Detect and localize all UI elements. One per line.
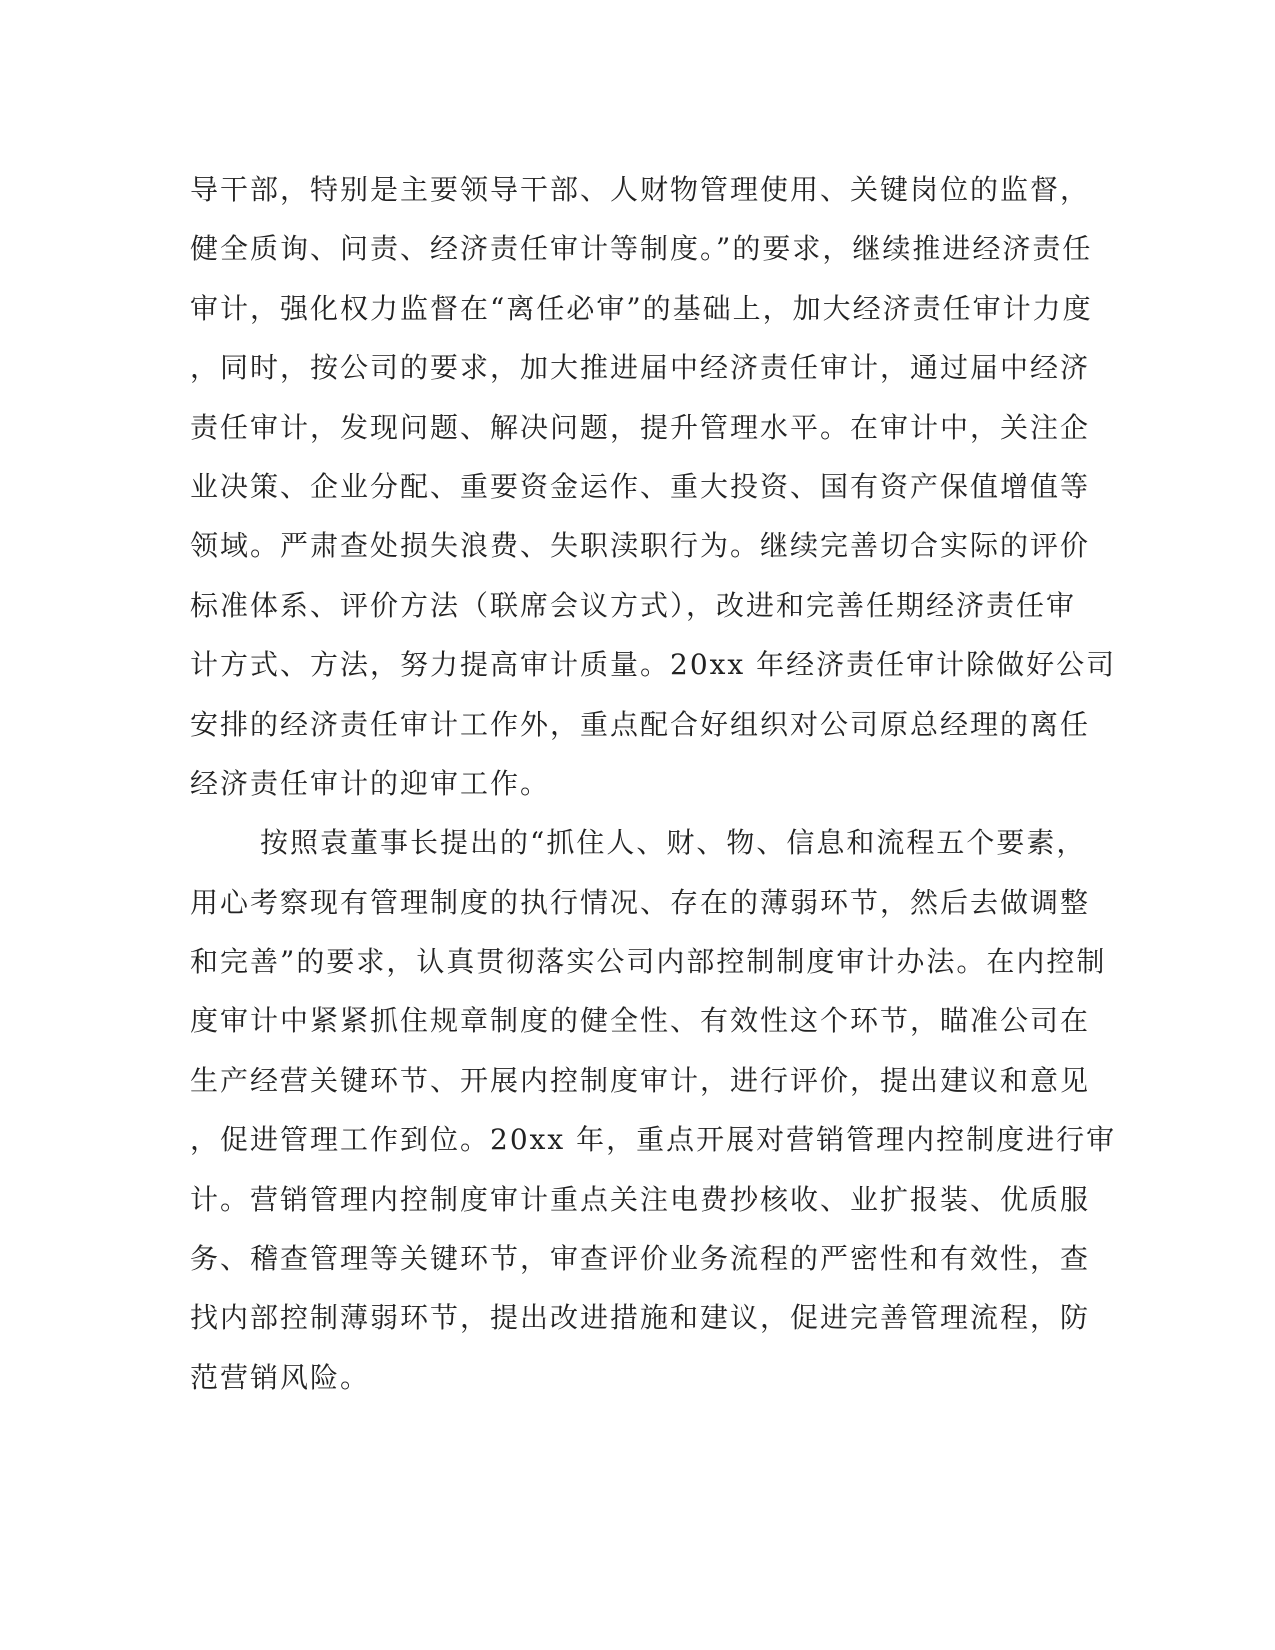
paragraph-2-line: 计。营销管理内控制度审计重点关注电费抄核收、业扩报装、优质服 <box>190 1182 1091 1216</box>
paragraph-1-line: 经济责任审计的迎审工作。 <box>190 766 551 800</box>
paragraph-1-line: 导干部，特别是主要领导干部、人财物管理使用、关键岗位的监督， <box>190 173 1091 206</box>
paragraph-2-line: 生产经营关键环节、开展内控制度审计，进行评价，提出建议和意见 <box>190 1063 1091 1097</box>
paragraph-1-line: 业决策、企业分配、重要资金运作、重大投资、国有资产保值增值等 <box>190 469 1091 503</box>
paragraph-1-line: 健全质询、问责、经济责任审计等制度。”的要求，继续推进经济责任 <box>190 232 1093 266</box>
paragraph-2-line: 务、稽查管理等关键环节，审查评价业务流程的严密性和有效性，查 <box>190 1242 1091 1276</box>
paragraph-2-line: 范营销风险。 <box>190 1360 371 1394</box>
paragraph-2-line: 按照袁董事长提出的“抓住人、财、物、信息和流程五个要素， <box>260 826 1087 860</box>
paragraph-1-line: 安排的经济责任审计工作外，重点配合好组织对公司原总经理的离任 <box>190 707 1091 741</box>
paragraph-2 <box>190 813 1117 1407</box>
paragraph-1 <box>190 160 1117 813</box>
paragraph-1-line: 计方式、方法，努力提高审计质量。20xx 年经济责任审计除做好公司 <box>190 648 1117 682</box>
paragraph-1-line: 责任审计，发现问题、解决问题，提升管理水平。在审计中，关注企 <box>190 410 1091 444</box>
paragraph-1-line: ，同时，按公司的要求，加大推进届中经济责任审计，通过届中经济 <box>190 351 1091 385</box>
paragraph-2-line: ，促进管理工作到位。20xx 年，重点开展对营销管理内控制度进行审 <box>190 1123 1117 1157</box>
paragraph-2-line: 找内部控制薄弱环节，提出改进措施和建议，促进完善管理流程，防 <box>190 1301 1091 1335</box>
paragraph-2-line: 度审计中紧紧抓住规章制度的健全性、有效性这个环节，瞄准公司在 <box>190 1004 1091 1038</box>
paragraph-1-line: 审计，强化权力监督在“离任必审”的基础上，加大经济责任审计力度 <box>190 291 1093 325</box>
paragraph-2-line: 用心考察现有管理制度的执行情况、存在的薄弱环节，然后去做调整 <box>190 885 1091 919</box>
document-body <box>190 160 1117 1407</box>
paragraph-1-line: 标准体系、评价方法（联席会议方式），改进和完善任期经济责任审 <box>190 588 1077 622</box>
paragraph-1-line: 领域。严肃查处损失浪费、失职渎职行为。继续完善切合实际的评价 <box>190 529 1091 563</box>
paragraph-2-line: 和完善”的要求，认真贯彻落实公司内部控制制度审计办法。在内控制 <box>190 945 1107 979</box>
